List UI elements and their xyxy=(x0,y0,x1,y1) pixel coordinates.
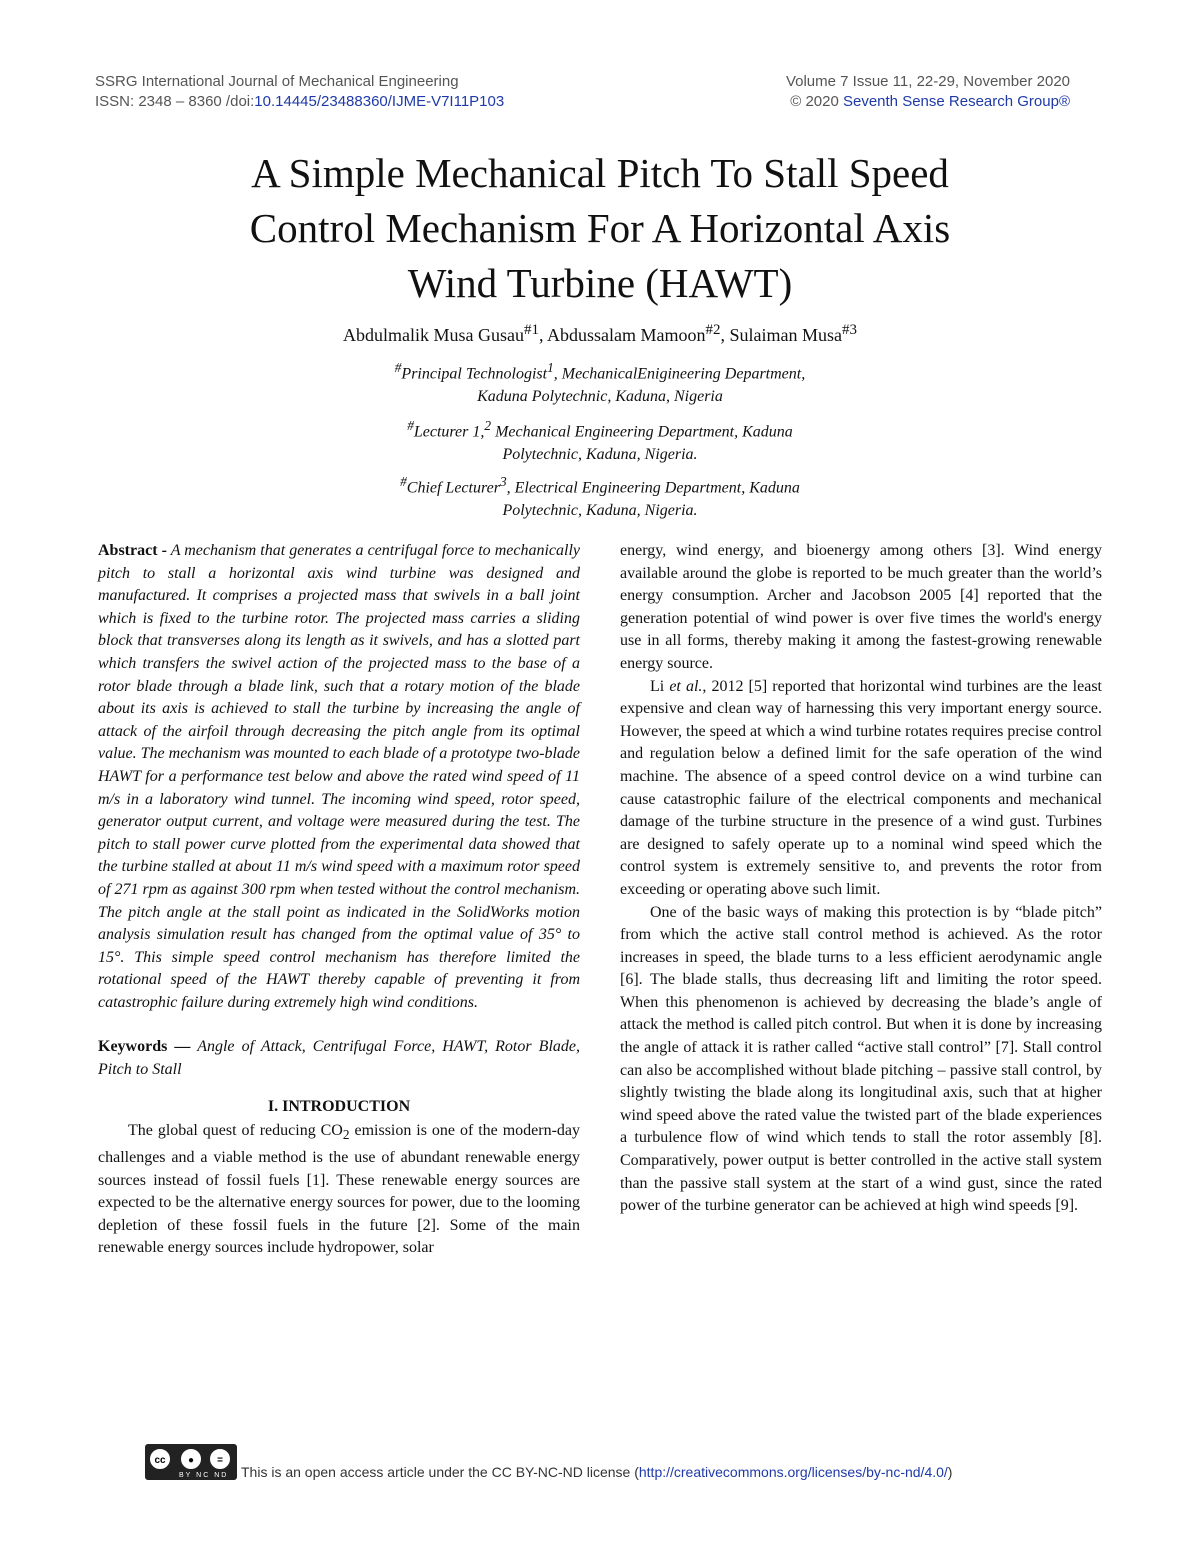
author-name: Abdussalam Mamoon xyxy=(547,325,706,345)
keywords xyxy=(98,1036,580,1081)
nc-nd-icon: = xyxy=(208,1447,232,1471)
aff-sup: # xyxy=(394,360,402,375)
author-name: Abdulmalik Musa Gusau xyxy=(343,325,524,345)
keywords-label: Keywords — xyxy=(98,1038,191,1056)
aff-text: Polytechnic, Kaduna, Nigeria. xyxy=(502,446,698,464)
para-text: emission is one of the modern-day challenges and a viable method is the use of abundant renewable energy sources instead of fossil fuels [1]. These renewable energy sources are expected to be the alternative energy sources for power, due to the looming depletion of these fossil fuels in the future [2]. Some of the main renewable energy sources include hydropower, solar xyxy=(98,1122,580,1257)
issn-text: ISSN: 2348 – 8360 /doi: xyxy=(95,93,255,110)
issn-line xyxy=(95,92,504,112)
aff-text: Principal Technologist xyxy=(401,365,548,383)
aff-text: Polytechnic, Kaduna, Nigeria. xyxy=(502,502,698,520)
title-line: Control Mechanism For A Horizontal Axis xyxy=(249,205,951,251)
cc-license-badge[interactable] xyxy=(145,1444,237,1480)
affiliation xyxy=(0,356,1200,408)
badge-sub: BY NC ND xyxy=(179,1472,229,1479)
affiliation xyxy=(0,414,1200,466)
license-text xyxy=(241,1464,952,1480)
et-al: et al. xyxy=(669,677,703,695)
aff-sup: # xyxy=(400,474,407,489)
abstract-text: A mechanism that generates a centrifugal force to mechanically pitch to stall a horizontal axis wind turbine was designed and manufactured. It comprises a projected mass that swivels in a ball joint which is fixed to the turbine rotor. The projected mass carries a sliding block that transverses along its length as it swivels, and has a slotted part which transfers the swivel action of the projected mass to the base of a rotor blade through a blade link, such that a rotary motion of the blade about its axis is achieved to stall the turbine by increasing the angle of attack of the airfoil through decreasing the pitch angle from its optimal value. The mechanism was mounted to each blade of a prototype two-blade HAWT for a performance test below and above the rated wind speed of 11 m/s in a laboratory wind tunnel. The incoming wind speed, rotor speed, generator output current, and voltage were measured during the test. The pitch to stall power curve plotted from the experimental data showed that the turbine stalled at about 11 m/s wind speed with a maximum rotor speed of 271 rpm as against 300 rpm when tested without the control mechanism. The pitch angle at the stall point as indicated in the SolidWorks motion analysis simulation result has changed from the optimal value of 35° to 15°. This simple speed control mechanism has therefore limited the rotational speed of the HAWT thereby capable of preventing it from catastrophic failure during extremely high wind conditions. xyxy=(98,542,580,1011)
title-line: A Simple Mechanical Pitch To Stall Speed xyxy=(251,150,949,196)
right-column xyxy=(620,540,1102,1218)
para-text: Li xyxy=(650,677,670,695)
author-list: Abdulmalik Musa Gusau$^{\#1}$, Abdussalam Mamoon$^{\#2}$, Sulaiman Musa$^{\#3}$ xyxy=(343,322,857,345)
aff-sup: 1 xyxy=(547,360,554,375)
body-paragraph: energy, wind energy, and bioenergy among others [3]. Wind energy available around the globe is reported to be much greater than the world’s energy consumption. Archer and Jacobson 2005 [4] reported that the generation potential of wind power is over five times the world's energy use in all forms, thereby making it among the fastest-growing renewable energy source. xyxy=(620,542,1102,672)
volume-info: Volume 7 Issue 11, 22-29, November 2020 xyxy=(785,73,1070,90)
title-line: Wind Turbine (HAWT) xyxy=(407,260,793,306)
volume-header xyxy=(786,72,1070,112)
abstract xyxy=(98,540,580,1014)
author-sup: #2 xyxy=(705,322,721,338)
license-prefix: This is an open access article under the CC BY-NC-ND license ( xyxy=(241,1464,639,1480)
aff-sup: # xyxy=(407,418,414,433)
author-sup: #1 xyxy=(523,322,539,338)
paper-title xyxy=(0,146,1200,311)
author-name: Sulaiman Musa xyxy=(729,325,842,345)
affiliation xyxy=(0,470,1200,522)
para-text: The global quest of reducing CO xyxy=(128,1122,343,1140)
copyright-line xyxy=(786,92,1070,112)
intro-paragraph xyxy=(98,1120,580,1260)
by-icon: ● xyxy=(179,1447,203,1471)
body-paragraph xyxy=(620,676,1102,902)
cc-icon: cc xyxy=(148,1447,172,1471)
license-suffix: ) xyxy=(947,1464,953,1480)
left-column xyxy=(98,540,580,1260)
publisher-link[interactable]: Seventh Sense Research Group® xyxy=(842,93,1070,110)
aff-text: , Electrical Engineering Department, Kaduna xyxy=(506,479,800,497)
subscript: 2 xyxy=(342,1127,350,1143)
aff-sup: 2 xyxy=(484,418,492,433)
journal-name: SSRG International Journal of Mechanical Engineering xyxy=(95,73,459,90)
para-text: , 2012 [5] reported that horizontal wind turbines are the least expensive and clean way of harnessing this very important energy source. However, the speed at which a wind turbine rotates requires precise control and regulation below a defined limit for the safe operation of the wind machine. The absence of a speed control device on a wind turbine can cause catastrophic failure of the electrical components and mechanical damage of the turbine structure in the presence of a wind gust. Turbines are designed to safely operate up to a nominal wind speed which the control system is extremely sensitive to, and prevents the rotor from exceeding or operating above such limit. xyxy=(620,677,1103,898)
doi-link[interactable]: 10.14445/23488360/IJME-V7I11P103 xyxy=(254,93,505,110)
body-paragraph: One of the basic ways of making this protection is by “blade pitch” from which the active stall control method is achieved. As the rotor increases in speed, the blade turns to a less efficient aerodynamic angle [6]. The blade stalls, thus decreasing lift and limiting the rotor speed. When this phenomenon is achieved by decreasing the blade’s angle of attack the method is called pitch control. But when it is done by increasing the angle of attack it is rather called “active stall control” [7]. Stall control can also be accomplished without blade pitching – passive stall control, by slightly twisting the blade along its longitudinal axis, such that at higher wind speed above the rated value the twisted part of the blade experiences a turbulence flow of wind which tends to stall the rotor assembly [8]. Comparatively, power output is better controlled in the active stall system than the passive stall system at the start of a wind gust, since the rated power of the turbine generator can be achieved at high wind speeds [9]. xyxy=(620,903,1102,1215)
copyright-text: © 2020 xyxy=(790,93,843,110)
aff-text: , MechanicalEnigineering Department, xyxy=(553,365,806,383)
aff-text: Lecturer 1, xyxy=(413,423,485,441)
section-heading: I. INTRODUCTION xyxy=(267,1097,411,1115)
aff-text: Mechanical Engineering Department, Kaduna xyxy=(491,423,793,441)
journal-header xyxy=(95,72,504,112)
license-link[interactable]: http://creativecommons.org/licenses/by-nc-nd/4.0/ xyxy=(638,1464,948,1480)
license-footer xyxy=(145,1444,1125,1484)
aff-text: Kaduna Polytechnic, Kaduna, Nigeria xyxy=(477,388,723,406)
aff-text: Chief Lecturer xyxy=(406,479,500,497)
keywords-text: Angle of Attack, Centrifugal Force, HAWT, Rotor Blade, Pitch to Stall xyxy=(98,1038,581,1079)
abstract-label: Abstract - xyxy=(98,542,167,559)
aff-sup: 3 xyxy=(499,474,507,489)
author-sup: #3 xyxy=(841,322,857,338)
